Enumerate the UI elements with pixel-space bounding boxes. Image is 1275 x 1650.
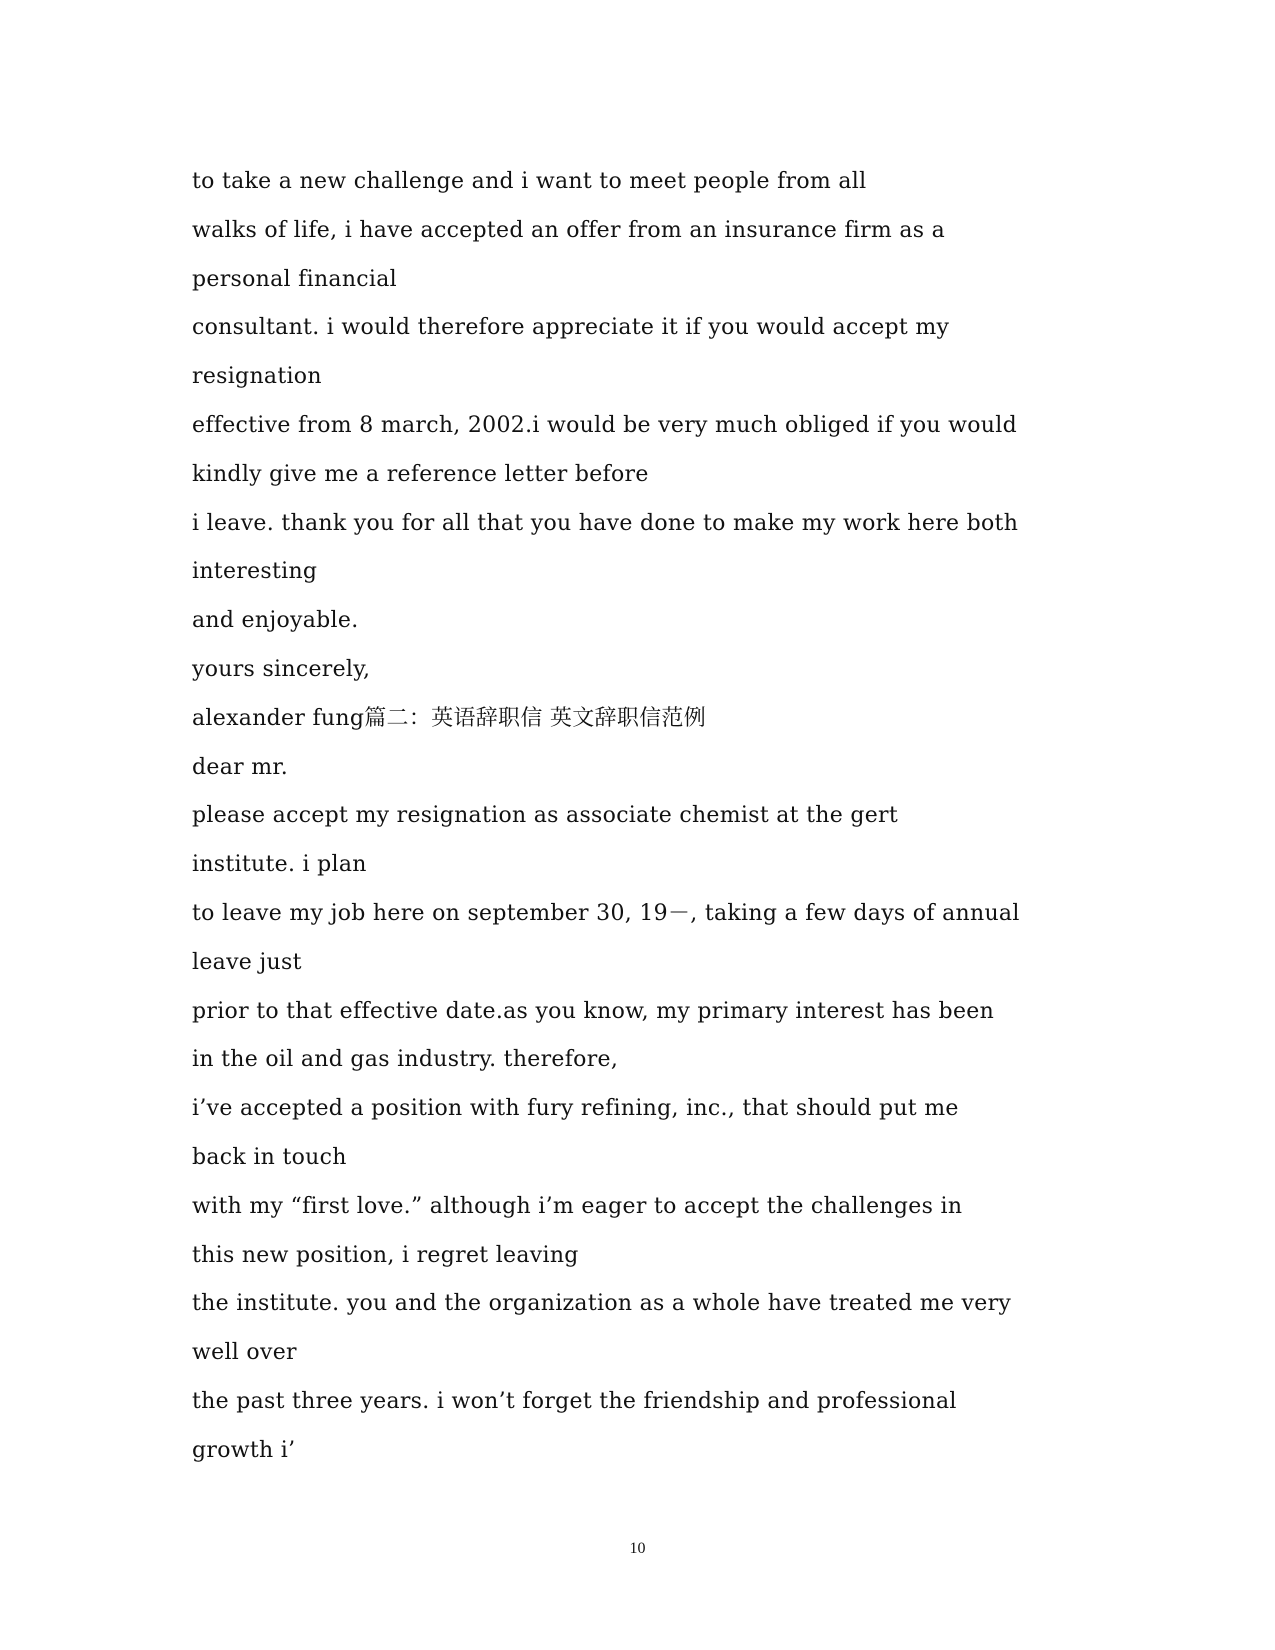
- text-line: consultant. i would therefore appreciate it if you would accept my: [192, 315, 950, 341]
- text-line: kindly give me a reference letter before: [192, 461, 649, 487]
- text-line: yours sincerely,: [192, 656, 371, 682]
- text-line: alexander fung篇二：英语辞职信 英文辞职信范例: [192, 705, 707, 731]
- text-line: growth i’: [192, 1437, 296, 1463]
- text-line: personal financial: [192, 266, 398, 292]
- text-line: well over: [192, 1340, 297, 1366]
- text-line: and enjoyable.: [192, 608, 359, 634]
- text-line: i leave. thank you for all that you have done to make my work here both: [192, 510, 1019, 536]
- text-line: interesting: [192, 559, 318, 585]
- text-line: with my “first love.” although i’m eager to accept the challenges in: [192, 1193, 963, 1219]
- text-line: effective from 8 march, 2002.i would be very much obliged if you would: [192, 412, 1017, 438]
- text-line: the institute. you and the organization as a whole have treated me very: [192, 1291, 1012, 1317]
- text-line: in the oil and gas industry. therefore,: [192, 1047, 619, 1073]
- text-line: resignation: [192, 364, 322, 390]
- text-line: walks of life, i have accepted an offer from an insurance firm as a: [192, 217, 946, 243]
- text-line: i’ve accepted a position with fury refining, inc., that should put me: [192, 1096, 959, 1122]
- text-line: the past three years. i won’t forget the friendship and professional: [192, 1388, 957, 1414]
- letter-body: [192, 158, 1092, 1476]
- text-line: to take a new challenge and i want to meet people from all: [192, 169, 867, 194]
- text-line: prior to that effective date.as you know, my primary interest has been: [192, 998, 995, 1024]
- text-line: this new position, i regret leaving: [192, 1242, 579, 1268]
- text-line: please accept my resignation as associate chemist at the gert: [192, 803, 898, 829]
- page-number: 10: [629, 1540, 646, 1557]
- text-line: leave just: [192, 949, 302, 975]
- text-line: dear mr.: [192, 754, 289, 780]
- text-line: institute. i plan: [192, 852, 367, 878]
- text-line: back in touch: [192, 1144, 347, 1170]
- text-line: to leave my job here on september 30, 19－, taking a few days of annual: [192, 900, 1020, 926]
